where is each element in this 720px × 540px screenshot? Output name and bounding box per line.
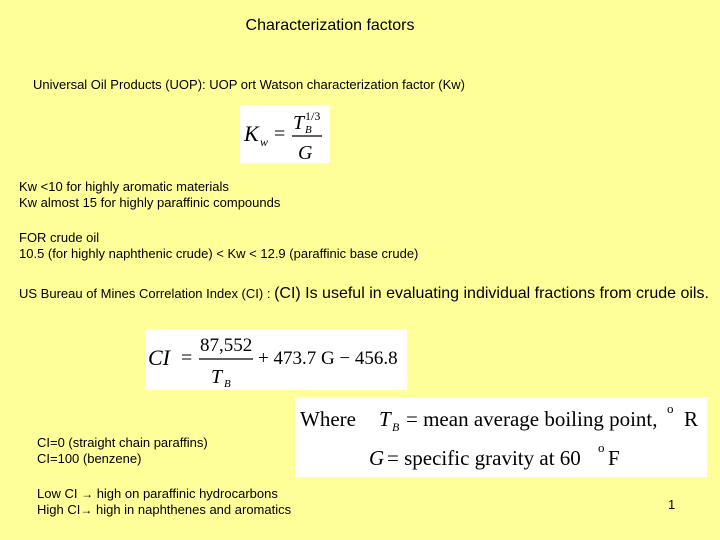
low-ci-label: Low CI <box>37 486 82 501</box>
kw-eq-num-sup: 1/3 <box>305 109 321 123</box>
ci-value-benzene: CI=100 (benzene) <box>37 451 142 466</box>
where-g-unit: F <box>608 446 620 470</box>
ci-equation <box>145 329 407 390</box>
ci-interpretation <box>37 486 291 518</box>
high-ci-label: High CI <box>37 502 81 517</box>
kw-eq-den: G <box>298 142 313 163</box>
where-tb-sub: B <box>392 420 400 434</box>
where-tb-unit: R <box>684 407 699 431</box>
where-g-degree: o <box>598 440 605 455</box>
ci-interpretation-high <box>37 502 291 518</box>
arrow-right-icon: → <box>80 503 93 517</box>
ci-eq-den: T <box>211 366 223 388</box>
ci-eq-den-sub: B <box>224 378 231 390</box>
kw-note-aromatic: Kw <10 for highly aromatic materials <box>19 179 229 194</box>
where-g-def: = specific gravity at 60 <box>387 446 581 470</box>
crude-oil-range: 10.5 (for highly naphthenic crude) < Kw < 12.9 (paraffinic base crude) <box>19 246 419 261</box>
kw-eq-lhs-sub: w <box>260 135 269 149</box>
page-number: 1 <box>668 497 676 512</box>
ci-eq-num: 87,552 <box>200 335 253 356</box>
kw-note-paraffinic: Kw almost 15 for highly paraffinic compounds <box>19 195 281 210</box>
where-tb-symbol: T <box>379 407 391 431</box>
kw-eq-equals: = <box>274 123 286 145</box>
ci-equation-svg <box>145 329 407 390</box>
crude-oil-block <box>19 230 418 262</box>
ci-eq-rest: + 473.7 G − 456.8 <box>258 348 398 369</box>
usbm-text: (CI) Is useful in evaluating individual fractions from crude oils. <box>274 285 709 302</box>
low-ci-meaning: high on paraffinic hydrocarbons <box>93 486 278 501</box>
kw-notes <box>19 179 280 211</box>
ci-value-paraffins: CI=0 (straight chain paraffins) <box>37 435 208 450</box>
ci-eq-equals: = <box>181 347 193 369</box>
where-g-symbol: G <box>369 446 385 470</box>
crude-oil-heading: FOR crude oil <box>19 230 100 245</box>
arrow-right-icon: → <box>81 487 94 501</box>
ci-interpretation-low <box>37 486 291 502</box>
kw-eq-num: T <box>293 112 305 134</box>
usbm-paragraph <box>19 284 709 303</box>
slide-title: Characterization factors <box>245 17 415 34</box>
ci-values <box>37 435 208 467</box>
high-ci-meaning: high in naphthenes and aromatics <box>92 502 292 517</box>
kw-eq-lhs: K <box>244 121 259 146</box>
where-word: Where <box>300 407 356 431</box>
where-svg <box>295 397 707 477</box>
uop-line: Universal Oil Products (UOP): UOP ort Watson characterization factor (Kw) <box>33 77 466 92</box>
usbm-label: US Bureau of Mines Correlation Index (CI) : <box>19 286 275 301</box>
kw-eq-num-sub: B <box>305 124 312 136</box>
where-tb-degree: o <box>667 401 674 416</box>
ci-eq-lhs: CI <box>148 345 170 370</box>
kw-equation-svg <box>240 105 330 163</box>
where-definitions <box>295 397 707 477</box>
where-tb-def: = mean average boiling point, <box>406 407 658 431</box>
kw-equation <box>240 105 330 163</box>
